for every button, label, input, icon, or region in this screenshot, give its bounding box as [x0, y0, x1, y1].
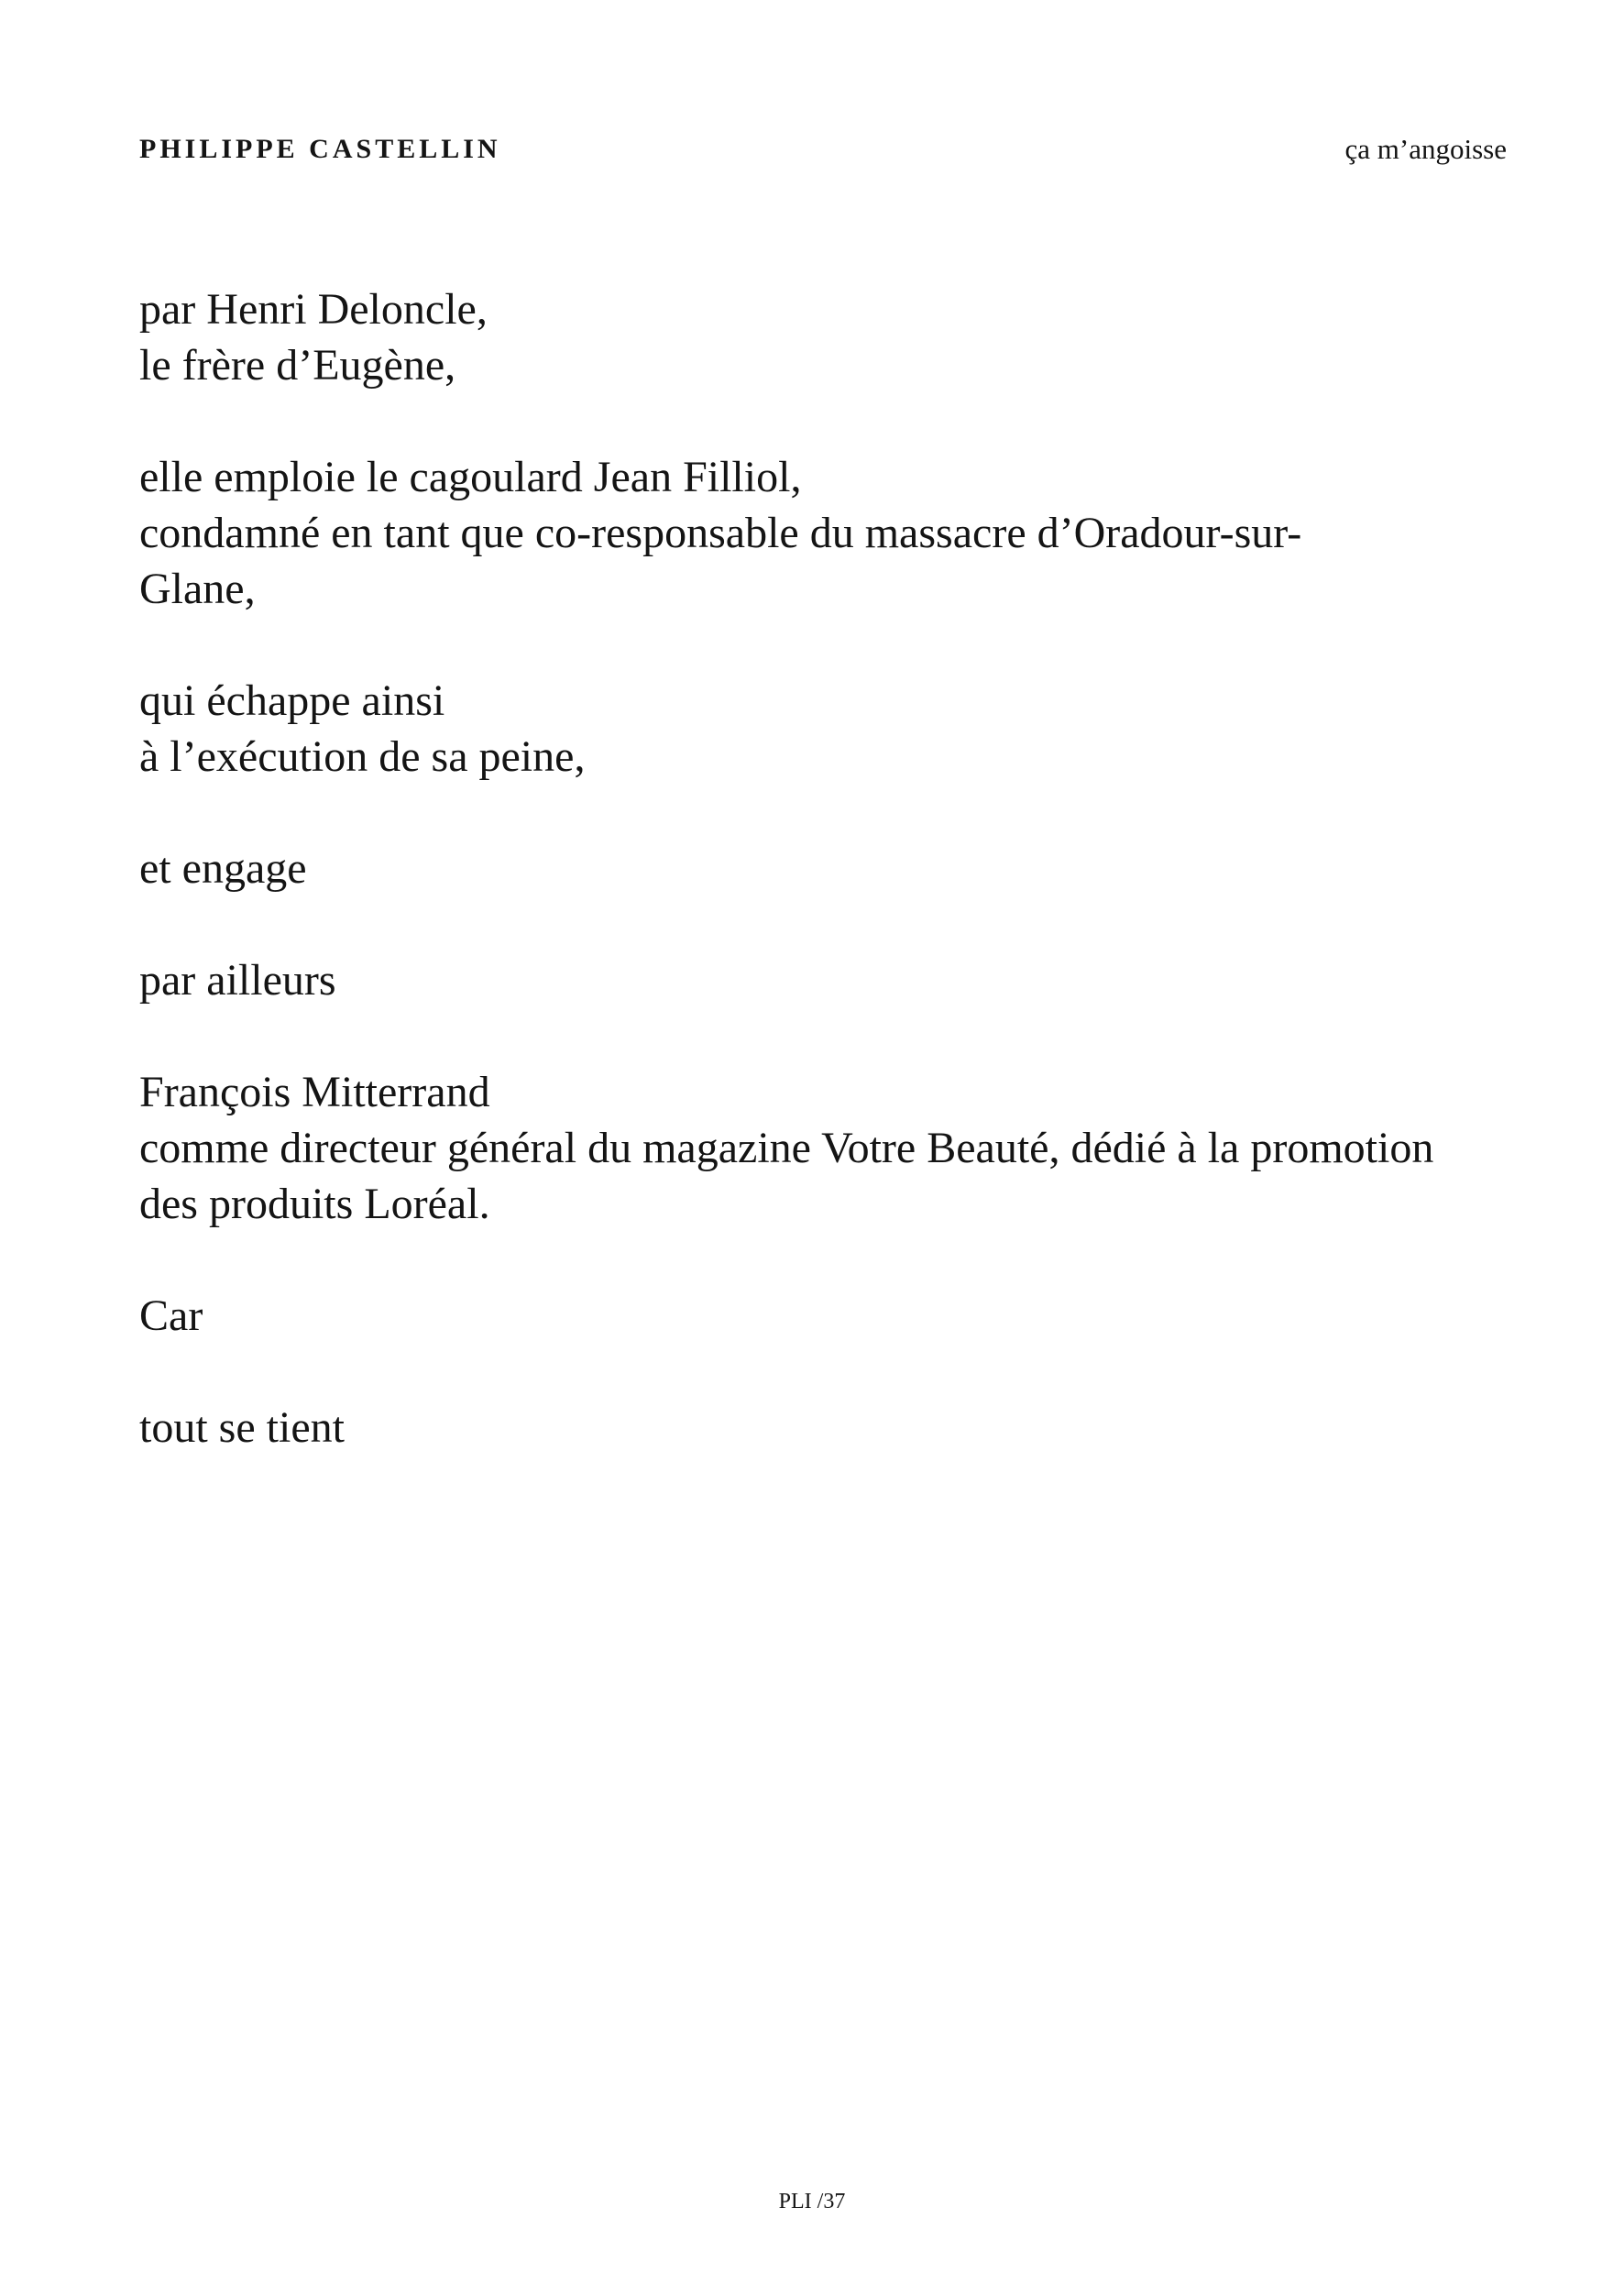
- stanza: [139, 952, 1542, 1008]
- poem-line: à l’exécution de sa peine,: [139, 732, 586, 781]
- stanza: [139, 673, 1542, 785]
- stanza: [139, 281, 1542, 393]
- poem-line: condamné en tant que co-responsable du massacre d’Oradour-sur-: [139, 509, 1302, 557]
- poem-line: comme directeur général du magazine Votre Beauté, dédié à la promotion: [139, 1124, 1434, 1172]
- poem-body: [139, 281, 1542, 1511]
- stanza: [139, 1064, 1542, 1232]
- page-number: PLI /37: [778, 2190, 846, 2214]
- author-name: PHILIPPE CASTELLIN: [139, 134, 501, 164]
- stanza: [139, 449, 1542, 617]
- stanza: [139, 840, 1542, 896]
- poem-line: des produits Loréal.: [139, 1180, 490, 1228]
- poem-line: François Mitterrand: [139, 1068, 490, 1116]
- poem-line: le frère d’Eugène,: [139, 341, 456, 390]
- poem-line: elle emploie le cagoulard Jean Filliol,: [139, 453, 802, 501]
- poem-line: Glane,: [139, 565, 256, 613]
- stanza: [139, 1288, 1542, 1344]
- document-title: ça m’angoisse: [1344, 133, 1507, 165]
- poem-line: par ailleurs: [139, 956, 336, 1005]
- stanza: [139, 1400, 1542, 1456]
- poem-line: tout se tient: [139, 1403, 345, 1452]
- poem-line: qui échappe ainsi: [139, 676, 445, 725]
- poem-line: par Henri Deloncle,: [139, 285, 488, 334]
- poem-line: et engage: [139, 844, 307, 893]
- poem-line: Car: [139, 1291, 203, 1340]
